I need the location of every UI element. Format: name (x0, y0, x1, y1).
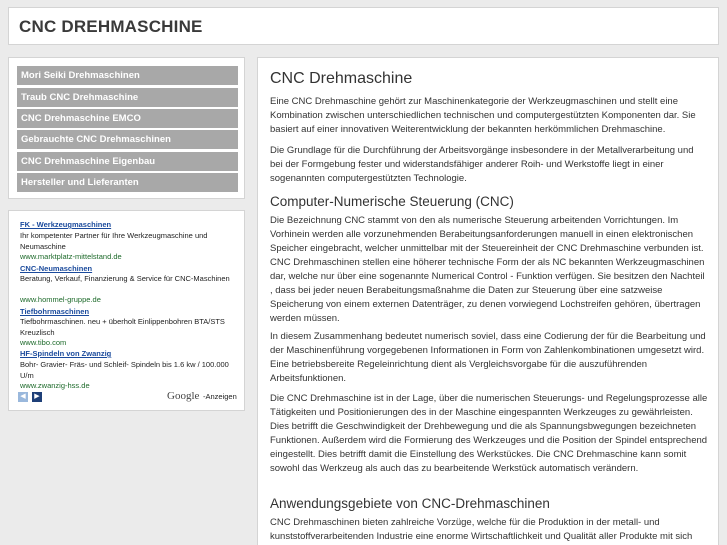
sidebar-item-eigenbau[interactable]: CNC Drehmaschine Eigenbau (17, 152, 238, 171)
google-logo[interactable]: Google (167, 390, 200, 402)
ad-title[interactable]: CNC-Neumaschinen (20, 264, 93, 273)
ad-title[interactable]: HF-Spindeln von Zwanzig (20, 349, 112, 358)
ad-text: Ihr kompetenter Partner für Ihre Werkzeugmaschine und Neumaschine (20, 231, 208, 251)
sidebar-item-gebrauchte[interactable]: Gebrauchte CNC Drehmaschinen (17, 130, 238, 149)
ad-title[interactable]: Tiefbohrmaschinen (20, 307, 90, 316)
ad-next-arrow-icon[interactable]: ▶ (32, 392, 42, 402)
google-ads-box (8, 210, 245, 411)
ad-prev-arrow-icon[interactable]: ◀ (18, 392, 28, 402)
ads-label[interactable]: -Anzeigen (203, 392, 237, 401)
main-content (257, 57, 719, 545)
content-paragraph: CNC Drehmaschinen bieten zahlreiche Vorzüge, welche für die Produktion in der metall- und kunststoffverarbeitenden Industrie eine enorme Wirtschaftlichkeit und Qualität aller Produkte mit sich (270, 517, 693, 542)
sidebar-item-traub[interactable]: Traub CNC Drehmaschine (17, 88, 238, 107)
ad-text: Tiefbohrmaschinen. neu + überholt Einlippenbohren BTA/STS Kreuzlisch (20, 317, 225, 337)
ad-url[interactable]: www.marktplatz-mittelstand.de (20, 252, 122, 261)
content-paragraph: Die CNC Drehmaschine ist in der Lage, über die numerischen Steuerungs- und Regelungsprozesse alle Tätigkeiten und Positionierungen des in der Maschine eingespannten Werkzeuges zu gewährleisten. Dies betrifft die Geschwindigkeit der Drehbewegung und die als Spannungsbwegungen bezeichneten Funktionen. Außerdem wird die Formierung des Werkzeuges und die Position der Spindel entsprechend eingestellt. Dies betrifft damit die Einstellung des Werkstückes. Die CNC Drehmaschine kann somit sowohl das Werkzeug als auch das zu bearbeitende Werkstück automatisch verändern. (270, 393, 708, 474)
ad-text: Beratung, Verkauf, Finanzierung & Service für CNC-Maschinen (20, 274, 230, 283)
ad-title[interactable]: FK - Werkzeugmaschinen (20, 220, 112, 229)
site-header (8, 7, 719, 45)
sidebar-item-emco[interactable]: CNC Drehmaschine EMCO (17, 109, 238, 128)
page-title: CNC Drehmaschine (270, 70, 413, 87)
ad-url[interactable]: www.hommel-gruppe.de (20, 295, 101, 304)
ad-text: Bohr- Gravier- Fräs- und Schleif- Spindeln bis 1.6 kw / 100.000 U/m (20, 360, 229, 380)
content-paragraph: In diesem Zusammenhang bedeutet numerisch soviel, dass eine Codierung der für die Bearbeitung und der Maschinenführung vorgegebenen Informationen in Form von Zahlenkombinationen umgesetzt wird. Eine betriebsbereite Regeleinrichtung dient als Vergleichsvorgabe für die auszuführenden Arbeitsfunktionen. (270, 331, 706, 384)
ad-url[interactable]: www.zwanzig-hss.de (20, 381, 90, 390)
content-paragraph: Die Bezeichnung CNC stammt von den als numerische Steuerung arbeitenden Vorrichtungen. Im Vorhinein werden alle vorzunehmenden Berabeitungsanforderungen manuell in einen elektronischen Speicher eingebracht, welcher unmittelbar mit der Steuereinheit der CNC Drehmaschine verbunden ist. CNC Drehmaschinen stellen eine höherer technische Form der als NC bekannten Werkzeugmaschinen dar, welche nur über eine sogenannte Numerical Control - Funktion verfügen. Sie besitzen den Nachteil , dass bei jeder neuen Berabeitungsmaßnahme die Daten zur Steuerung über eine satzweise Speicherung von einem externen Datenträger, zu denen vorwiegend Lochstreifen gehören, übertragen werden müssen. (270, 215, 705, 324)
content-paragraph: Eine CNC Drehmaschine gehört zur Maschinenkategorie der Werkzeugmaschinen und stellt eine Kombination zwischen unterschiedlichen technischen und computergestützten Komponenten dar. Sie basiert auf einer innovativen Weiterentwicklung der bekannten herkömmlichen Drehmaschine. (270, 96, 696, 135)
ad-url[interactable]: www.tibo.com (20, 338, 67, 347)
section-heading-anwendungsgebiete: Anwendungsgebiete von CNC-Drehmaschinen (270, 496, 550, 511)
site-title[interactable]: CNC DREHMASCHINE (19, 17, 203, 36)
sidebar-item-mori-seiki[interactable]: Mori Seiki Drehmaschinen (17, 66, 238, 85)
sidebar-item-hersteller[interactable]: Hersteller und Lieferanten (17, 173, 238, 192)
sidebar-nav (8, 57, 245, 199)
section-heading-cnc: Computer-Numerische Steuerung (CNC) (270, 194, 514, 209)
content-paragraph: Die Grundlage für die Durchführung der Arbeitsvorgänge insbesondere in der Metallverarbeitung und bei der Formgebung fester und widerstandsfähiger anderer Roih- und Werkstoffe liegt in einer sogenannten computergestützten Technologie. (270, 145, 694, 184)
